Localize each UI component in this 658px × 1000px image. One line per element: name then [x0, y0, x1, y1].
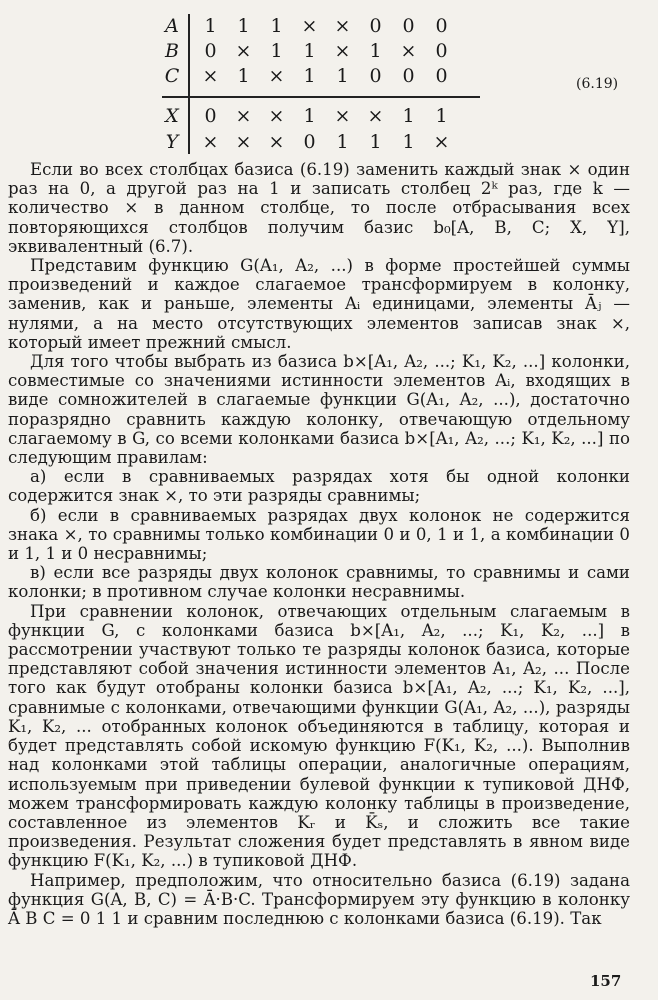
paragraph: Если во всех столбцах базиса (6.19) заменить каждый знак × один раз на 0, а другой раз на 1 и записать столбец 2ᵏ раз, где k — количество × в данном столбце, то после отбрасывания всех повторяющихся столбцов получим базис b₀[A, B, C; X, Y], эквивалентный (6.7). — [8, 160, 630, 256]
table-cell: × — [235, 105, 252, 127]
table-cell: 1 — [435, 105, 448, 127]
table-row-b — [160, 39, 458, 63]
table-cell: 0 — [402, 65, 415, 87]
paragraph: Представим функцию G(A₁, A₂, ...) в форме простейшей суммы произведений и каждое слагаемое трансформируем в колонку, заменив, как и раньше, элементы Aᵢ единицами, элементы Āⱼ — нулями, а на место отсутствующих элементов записав знак ×, который имеет прежний смысл. — [8, 256, 630, 352]
table-row-x — [160, 104, 458, 128]
paragraph: Например, предположим, что относительно базиса (6.19) задана функция G(A, B, C) = Ā·B·C. Трансформируем эту функцию в колонку Ā B C = 0 1 1 и сравним последнюю с колонками базиса (6.19). Так — [8, 870, 630, 928]
rule-item-a: а) если в сравниваемых разрядах хотя бы одной колонки содержится знак ×, то эти разряды сравнимы; — [8, 467, 630, 506]
row-label: B — [165, 40, 179, 62]
table-cell: 0 — [204, 40, 217, 62]
table-cell: 1 — [303, 105, 316, 127]
table-cell: × — [433, 131, 450, 153]
table-cell: 1 — [270, 15, 283, 37]
table-cell: 0 — [435, 40, 448, 62]
table-cell: 1 — [204, 15, 217, 37]
rule-item-c: в) если все разряды двух колонок сравнимы, то сравнимы и сами колонки; в противном случае колонки несравнимы. — [8, 563, 630, 602]
table-cell: 1 — [369, 40, 382, 62]
table-cell: × — [334, 105, 351, 127]
page-number: 157 — [590, 972, 622, 990]
table-cell: × — [334, 40, 351, 62]
table-row-a — [160, 14, 458, 38]
row-label: X — [165, 105, 179, 127]
table-cell: 1 — [369, 131, 382, 153]
row-label: Y — [165, 131, 179, 153]
table-cell: 0 — [435, 65, 448, 87]
row-label: A — [165, 15, 179, 37]
table-row-y — [160, 130, 458, 154]
table-cell: 0 — [402, 15, 415, 37]
row-label: C — [164, 65, 180, 87]
paragraph: Для того чтобы выбрать из базиса b×[A₁, A₂, ...; K₁, K₂, ...] колонки, совместимые со значениями истинности элементов Aᵢ, входящих в виде сомножителей в слагаемые функции G(A₁, A₂, ...), достаточно поразрядно сравнить каждую колонку, отвечающую отдельному слагаемому в G, со всеми колонками базиса b×[A₁, A₂, ...; K₁, K₂, ...] по следующим правилам: — [8, 352, 630, 468]
equation-number: (6.19) — [576, 76, 619, 92]
table-cell: 1 — [237, 65, 250, 87]
table-cell: 1 — [336, 65, 349, 87]
table-cell: × — [268, 65, 285, 87]
table-cell: 1 — [402, 105, 415, 127]
table-cell: 1 — [303, 40, 316, 62]
table-cell: 0 — [369, 15, 382, 37]
table-cell: 0 — [369, 65, 382, 87]
table-cell: 0 — [204, 105, 217, 127]
table-cell: 1 — [336, 131, 349, 153]
table-horizontal-rule — [162, 96, 480, 98]
table-cell: × — [235, 40, 252, 62]
table-row-c — [160, 64, 458, 88]
truth-table — [160, 12, 490, 154]
rule-item-b: б) если в сравниваемых разрядах двух колонок не содержится знака ×, то сравнимы только комбинации 0 и 0, 1 и 1, а комбинации 0 и 1, 1 и 0 несравнимы; — [8, 505, 630, 564]
table-cell: × — [301, 15, 318, 37]
table-cell: 1 — [270, 40, 283, 62]
body-text — [8, 160, 630, 928]
table-cell: 1 — [303, 65, 316, 87]
table-cell: × — [367, 105, 384, 127]
paragraph: При сравнении колонок, отвечающих отдельным слагаемым в функции G, с колонками базиса b×[A₁, A₂, ...; K₁, K₂, ...] в рассмотрении участвуют только те разряды колонок базиса, которые представляют собой значения истинности элементов A₁, A₂, ... После того как будут отобраны колонки базиса b×[A₁, A₂, ...; K₁, K₂, ...], сравнимые с колонками, отвечающими функции G(A₁, A₂, ...), разряды K₁, K₂, ... отобранных колонок объединяются в таблицу, которая и будет представлять собой искомую функцию F(K₁, K₂, ...). Выполнив над колонками этой таблицы операции, аналогичные операциям, используемым при приведении булевой функции к тупиковой ДНФ, можем трансформировать каждую колонку таблицы в произведение, составленное из элементов Kᵣ и K̄ₛ, и сложить все такие произведения. Результат сложения будет представлять в явном виде функцию F(K₁, K₂, ...) в тупиковой ДНФ. — [8, 601, 630, 871]
table-cell: × — [334, 15, 351, 37]
table-cell: × — [268, 105, 285, 127]
table-cell: × — [268, 131, 285, 153]
table-cell: 0 — [303, 131, 316, 153]
table-cell: 1 — [402, 131, 415, 153]
table-cell: × — [202, 131, 219, 153]
table-cell: 0 — [435, 15, 448, 37]
table-cell: × — [235, 131, 252, 153]
table-cell: × — [400, 40, 417, 62]
table-cell: 1 — [237, 15, 250, 37]
table-cell: × — [202, 65, 219, 87]
